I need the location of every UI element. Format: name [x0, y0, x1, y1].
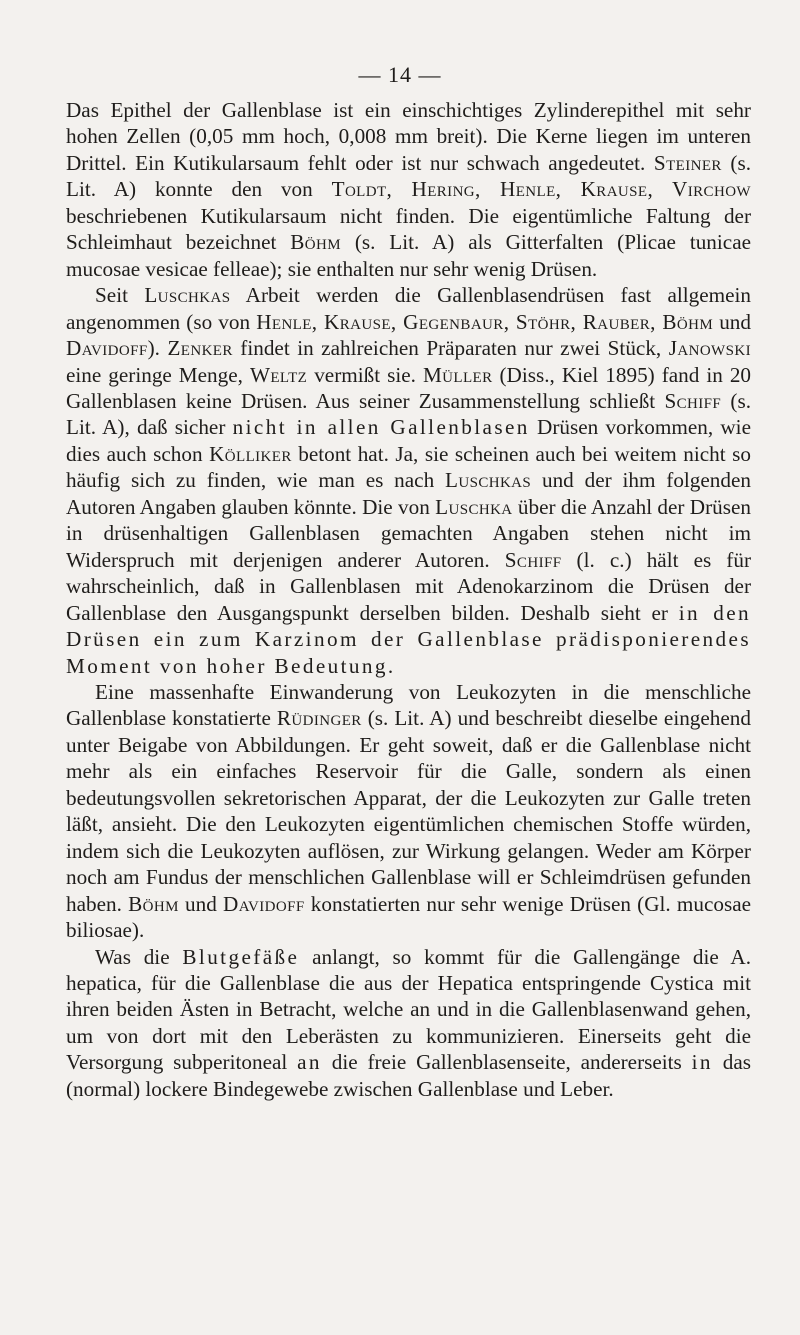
author-name: Toldt, Hering, Henle, Krause, Virchow — [331, 177, 751, 202]
author-name: Zenker — [167, 336, 233, 361]
paragraph — [66, 679, 751, 944]
text-run: (l. c.) hält es für wahrscheinlich, daß in Gallenblasen mit Adenokarzinom die Drüsen der Gallenblase den Ausgangspunkt derselben bilden. Deshalb sieht er — [66, 547, 752, 625]
text-run: betont hat. Ja, sie scheinen auch bei weitem nicht so häufig sich zu finden, wie man es nach — [66, 441, 751, 493]
text-run: eine geringe Menge, — [66, 362, 250, 387]
text-run: Arbeit werden die Gallenblasendrüsen fast allgemein angenommen (so von — [66, 283, 751, 334]
author-name: Davidoff — [66, 336, 148, 361]
text-run: Eine massenhafte Einwanderung von Leukozyten in die menschliche Gallenblase konstatierte — [66, 679, 751, 731]
emphasized-text: in — [691, 1050, 713, 1075]
body-text — [66, 97, 751, 1102]
text-run: konstatierten nur sehr wenige Drüsen (Gl. mucosae biliosae). — [66, 891, 752, 943]
author-name: Davidoff — [223, 891, 305, 916]
author-name: Luschkas — [445, 468, 532, 493]
author-name: Kölliker — [209, 441, 292, 466]
author-name: Schiff — [664, 388, 722, 413]
paragraph — [66, 282, 751, 679]
text-run: (s. Lit. A) als Gitterfalten (Plicae tunicae mucosae vesicae felleae); sie enthalten nur sehr wenig Drüsen. — [66, 230, 752, 281]
emphasized-text: nicht in allen Gallenblasen — [232, 415, 530, 440]
text-run: (Diss., Kiel 1895) fand in 20 Gallenblasen keine Drüsen. Aus seiner Zusammenstellung schließt — [66, 362, 752, 413]
text-run: findet in zahlreichen Präparaten nur zwei Stück, — [232, 336, 669, 361]
emphasized-text: Blutgefäße — [182, 944, 300, 969]
text-run: vermißt sie. — [307, 362, 423, 387]
author-name: Henle, Krause, Gegenbaur, Stöhr, Rauber, Böhm — [256, 309, 714, 334]
author-name: Schiff — [504, 547, 562, 572]
text-run: beschriebenen Kutikularsaum nicht finden. Die eigentümliche Faltung der Schleimhaut bezeichnet — [66, 203, 751, 255]
paragraph — [66, 944, 751, 1103]
text-run: das (normal) lockere Bindegewebe zwischen Gallenblase und Leber. — [66, 1050, 751, 1101]
author-name: Müller — [422, 362, 493, 387]
text-run: Was die — [95, 944, 183, 969]
text-run: (s. Lit. A), daß sicher — [66, 388, 751, 440]
author-name: Luschka — [435, 494, 513, 519]
text-run: die freie Gallenblasenseite, andererseits — [321, 1050, 692, 1075]
author-name: Böhm — [128, 891, 179, 916]
text-run: Drüsen vorkommen, wie dies auch schon — [66, 415, 751, 466]
author-name: Rüdinger — [276, 706, 362, 731]
text-run: und — [713, 309, 751, 334]
emphasized-text: in den Drüsen ein zum Karzinom der Gallenblase prädisponierendes Moment von hoher Bedeutung. — [66, 600, 751, 678]
text-run: Seit — [95, 283, 145, 308]
text-run: und — [178, 891, 224, 916]
author-name: Böhm — [290, 230, 341, 255]
paragraph — [66, 97, 751, 282]
text-run: Das Epithel der Gallenblase ist ein einschichtiges Zylinderepithel mit sehr hohen Zellen (0,05 mm hoch, 0,008 mm breit). Die Kerne liegen im unteren Drittel. Ein Kutikularsaum fehlt oder ist nur schwach angedeutet. — [66, 98, 751, 175]
author-name: Luschkas — [144, 283, 231, 308]
text-run: ). — [147, 336, 168, 361]
author-name: Steiner — [653, 150, 722, 175]
emphasized-text: an — [297, 1050, 322, 1075]
text-run: über die Anzahl der Drüsen in drüsenhaltigen Gallenblasen gemachten Angaben stehen nicht im Widerspruch mit derjenigen anderer Autoren. — [66, 494, 751, 572]
author-name: Weltz — [249, 362, 308, 387]
text-run: und der ihm folgenden Autoren Angaben glauben könnte. Die von — [66, 468, 751, 519]
page-number-header: — 14 — — [358, 62, 442, 87]
text-run: anlangt, so kommt für die Gallengänge die A. hepatica, für die Gallenblase die aus der Hepatica entspringende Cystica mit ihren beiden Ästen in Betracht, welche an und in die Gallenblasenwand gehen, um von dort mit den Leberästen zu kommunizieren. Einerseits geht die Versorgung subperitoneal — [66, 944, 751, 1075]
author-name: Janowski — [668, 336, 751, 361]
text-run: (s. Lit. A) konnte den von — [66, 150, 751, 202]
text-run: (s. Lit. A) und beschreibt dieselbe eingehend unter Beigabe von Abbildungen. Er geht soweit, daß er die Gallenblase nicht mehr als ein einfaches Reservoir für die Galle, sondern als einen bedeutungsvollen sekretorischen Apparat, der die Leukozyten zur Galle treten läßt, ansieht. Die den Leukozyten eigentümlichen chemischen Stoffe würden, indem sich die Leukozyten auflösen, zur Wirkung gelangen. Weder am Körper noch am Fundus der menschlichen Gallenblase will er Schleimdrüsen gefunden haben. — [66, 706, 751, 916]
